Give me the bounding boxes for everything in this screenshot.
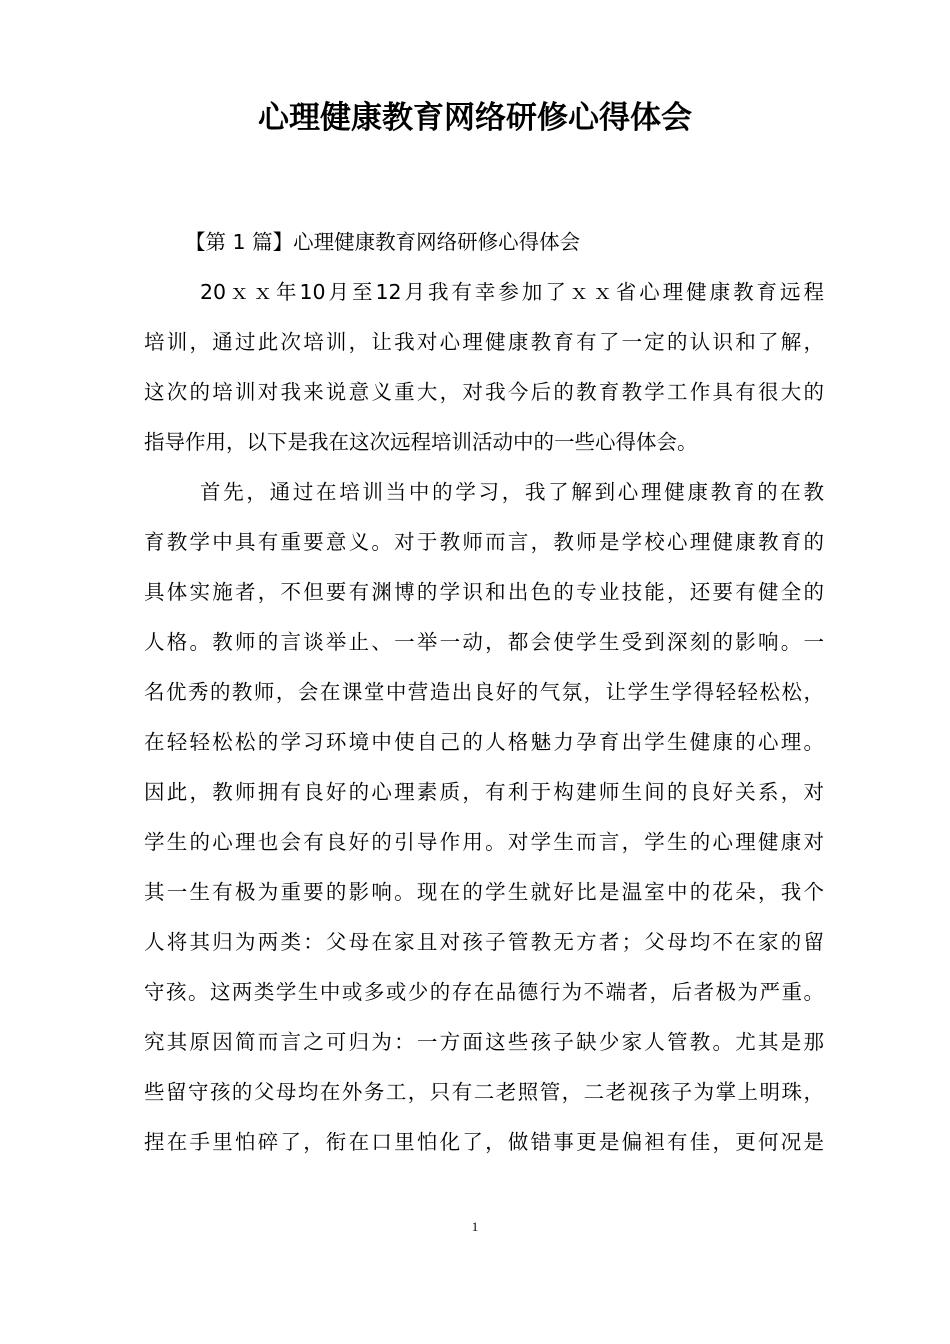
- paragraph-1-line: 这次的培训对我来说意义重大，对我今后的教育教学工作具有很大的: [144, 380, 824, 404]
- section-heading: 【第 1 篇】心理健康教育网络研修心得体会: [185, 230, 581, 254]
- paragraph-1-line: 指导作用，以下是我在这次远程培训活动中的一些心得体会。: [144, 430, 698, 454]
- paragraph-2-line: 育教学中具有重要意义。对于教师而言，教师是学校心理健康教育的: [144, 530, 824, 554]
- paragraph-2-line: 些留守孩的父母均在外务工，只有二老照管，二老视孩子为掌上明珠，: [144, 1080, 824, 1104]
- paragraph-1-line: 20ｘｘ年10月至12月我有幸参加了ｘｘ省心理健康教育远程: [200, 280, 824, 304]
- paragraph-2-line: 人格。教师的言谈举止、一举一动，都会使学生受到深刻的影响。一: [144, 630, 824, 654]
- paragraph-2-line: 在轻轻松松的学习环境中使自己的人格魅力孕育出学生健康的心理。: [144, 730, 824, 754]
- paragraph-2-line: 守孩。这两类学生中或多或少的存在品德行为不端者，后者极为严重。: [144, 980, 824, 1004]
- paragraph-2-line: 其一生有极为重要的影响。现在的学生就好比是温室中的花朵，我个: [144, 880, 824, 904]
- paragraph-2-line: 首先，通过在培训当中的学习，我了解到心理健康教育的在教: [200, 480, 824, 504]
- paragraph-2-line: 名优秀的教师，会在课堂中营造出良好的气氛，让学生学得轻轻松松，: [144, 680, 824, 704]
- paragraph-2-line: 学生的心理也会有良好的引导作用。对学生而言，学生的心理健康对: [144, 830, 824, 854]
- paragraph-2-line: 因此，教师拥有良好的心理素质，有利于构建师生间的良好关系，对: [144, 780, 824, 804]
- paragraph-2-line: 具体实施者，不但要有渊博的学识和出色的专业技能，还要有健全的: [144, 580, 824, 604]
- document-title: 心理健康教育网络研修心得体会: [258, 100, 692, 136]
- document-body: [144, 217, 824, 1167]
- paragraph-1-line: 培训，通过此次培训，让我对心理健康教育有了一定的认识和了解，: [144, 330, 824, 354]
- page-number: 1: [471, 1219, 479, 1234]
- paragraph-2-line: 人将其归为两类：父母在家且对孩子管教无方者；父母均不在家的留: [144, 930, 824, 954]
- paragraph-2-line: 究其原因简而言之可归为：一方面这些孩子缺少家人管教。尤其是那: [144, 1030, 824, 1054]
- paragraph-2-line: 捏在手里怕碎了，衔在口里怕化了，做错事更是偏袒有佳，更何况是: [144, 1130, 824, 1154]
